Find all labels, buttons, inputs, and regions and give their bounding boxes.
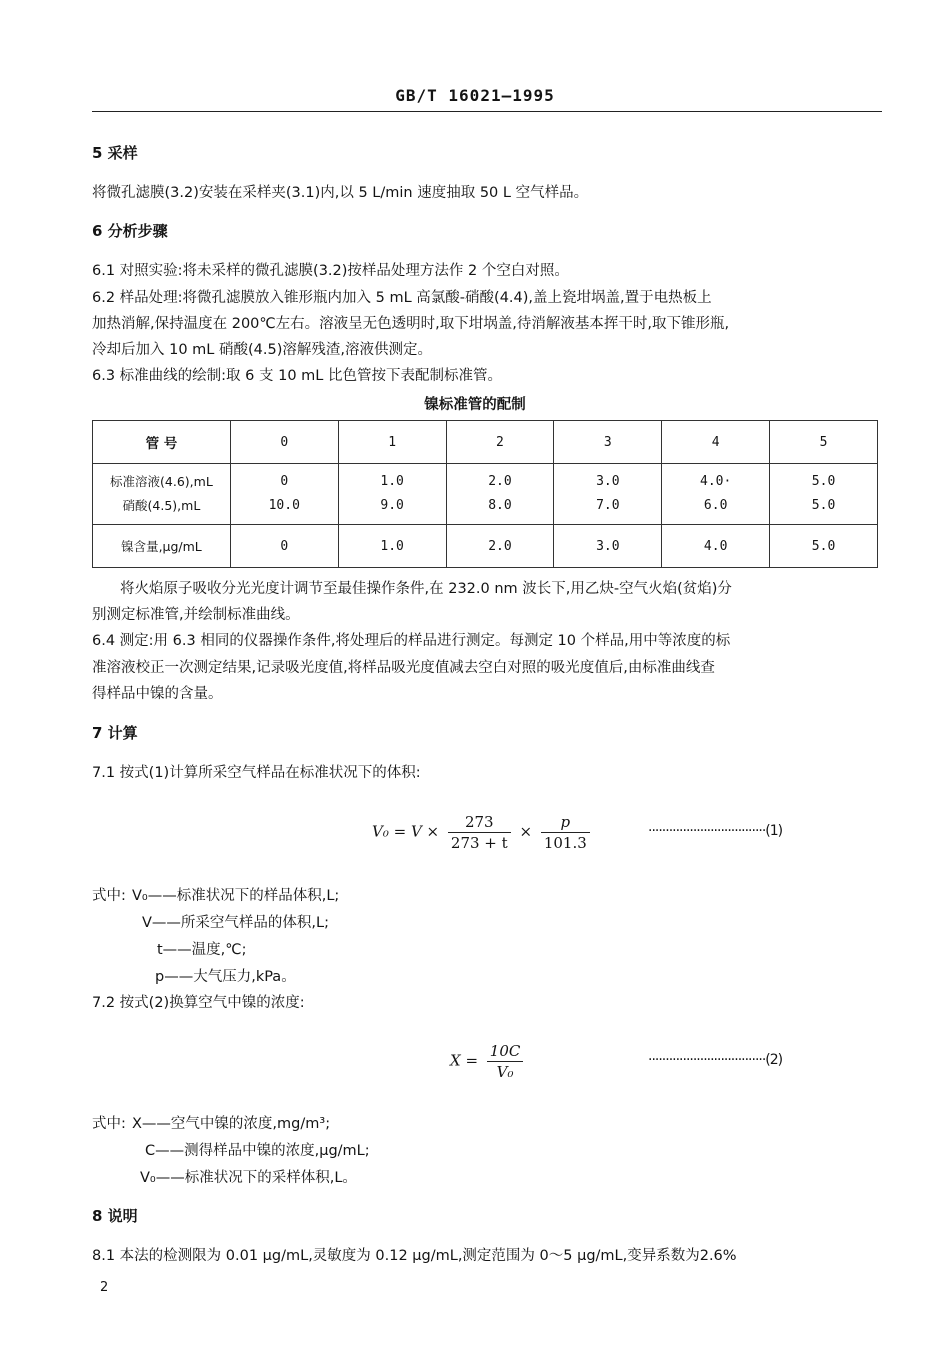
standard-code-header: GB/T 16021—1995 [395, 86, 555, 105]
std-value: 5.0 [811, 474, 836, 489]
tube-header: 管 号 [93, 421, 231, 464]
where-label-1: 式中: [92, 888, 126, 904]
tube-number: 0 [230, 421, 338, 464]
section-8-heading: 8 说明 [92, 1207, 138, 1225]
tube-number: 4 [662, 421, 770, 464]
nickel-value: 4.0 [662, 525, 770, 568]
flame-aas-line2: 别测定标准管,并绘制标准曲线。 [92, 607, 300, 623]
section-6-2-line2: 加热消解,保持温度在 200℃左右。溶液呈无色透明时,取下坩埚盖,待消解液基本挥干时,取下锥形瓶, [92, 316, 730, 332]
formula-1-fraction-2 [541, 813, 590, 852]
acid-value: 9.0 [380, 498, 404, 513]
where-label-2: 式中: [92, 1116, 126, 1132]
table-row-tube [93, 421, 878, 464]
section-6-2-line3: 冷却后加入 10 mL 硝酸(4.5)溶解残渣,溶液供测定。 [92, 342, 432, 358]
acid-value: 8.0 [488, 498, 512, 513]
std-value: 3.0 [596, 474, 620, 489]
var-t: t——温度,℃; [157, 942, 247, 958]
nickel-standard-table [92, 420, 878, 568]
formula-2-lhs: X = [450, 1051, 479, 1070]
table-row-nickel [93, 525, 878, 568]
formula-1-times: × [519, 822, 533, 841]
std-value: 4.0· [700, 474, 732, 489]
formula-1-num1: 273 [448, 813, 511, 833]
section-7-1: 7.1 按式(1)计算所采空气样品在标准状况下的体积: [92, 765, 421, 781]
formula-1-leader: ··································(1) [648, 823, 783, 839]
table-caption: 镍标准管的配制 [424, 397, 526, 413]
acid-value: 7.0 [596, 498, 620, 513]
var-x: X——空气中镍的浓度,mg/m³; [132, 1116, 331, 1132]
formula-2-den: V₀ [496, 1063, 514, 1081]
std-value: 2.0 [488, 474, 512, 489]
var-v0-2: V₀——标准状况下的采样体积,L。 [140, 1170, 357, 1186]
section-6-1: 6.1 对照实验:将未采样的微孔滤膜(3.2)按样品处理方法作 2 个空白对照。 [92, 263, 569, 279]
formula-1-den1: 273 + t [450, 834, 508, 852]
formula-2-leader: ··································(2) [648, 1052, 783, 1068]
section-6-heading: 6 分析步骤 [92, 222, 168, 240]
formula-2 [450, 1042, 527, 1081]
section-6-4-line1: 6.4 测定:用 6.3 相同的仪器操作条件,将处理后的样品进行测定。每测定 10 个样品,用中等浓度的标 [92, 633, 731, 649]
nickel-value: 5.0 [770, 525, 878, 568]
nickel-value: 1.0 [338, 525, 446, 568]
formula-1-fraction-1 [448, 813, 511, 852]
nickel-value: 3.0 [554, 525, 662, 568]
formula-2-num: 10C [487, 1042, 524, 1062]
tube-number: 3 [554, 421, 662, 464]
section-7-heading: 7 计算 [92, 724, 138, 742]
formula-2-fraction [487, 1042, 524, 1081]
std-solution-label: 标准溶液(4.6),mL [110, 474, 213, 489]
formula-1-num2: p [541, 813, 590, 833]
var-p: p——大气压力,kPa。 [155, 969, 296, 985]
flame-aas-line1: 将火焰原子吸收分光光度计调节至最佳操作条件,在 232.0 nm 波长下,用乙炔-空气火焰(贫焰)分 [120, 581, 732, 597]
page-number: 2 [100, 1280, 109, 1295]
std-value: 1.0 [380, 474, 404, 489]
nitric-acid-label: 硝酸(4.5),mL [122, 498, 201, 513]
table-row-solutions [93, 464, 878, 525]
formula-1 [372, 813, 594, 852]
section-6-4-line2: 准溶液校正一次测定结果,记录吸光度值,将样品吸光度值减去空白对照的吸光度值后,由标准曲线查 [92, 660, 715, 676]
header-rule [92, 111, 882, 112]
nickel-content-label: 镍含量,μg/mL [93, 525, 231, 568]
formula-1-den2: 101.3 [543, 834, 587, 852]
section-6-3: 6.3 标准曲线的绘制:取 6 支 10 mL 比色管按下表配制标准管。 [92, 368, 502, 384]
tube-number: 1 [338, 421, 446, 464]
acid-value: 5.0 [811, 498, 836, 513]
formula-1-lhs: V₀ = V × [372, 822, 440, 841]
nickel-value: 0 [230, 525, 338, 568]
var-c: C——测得样品中镍的浓度,μg/mL; [145, 1143, 370, 1159]
section-7-2: 7.2 按式(2)换算空气中镍的浓度: [92, 995, 305, 1011]
section-6-2-line1: 6.2 样品处理:将微孔滤膜放入锥形瓶内加入 5 mL 高氯酸-硝酸(4.4),盖上瓷坩埚盖,置于电热板上 [92, 290, 712, 306]
nickel-value: 2.0 [446, 525, 554, 568]
acid-value: 6.0 [703, 498, 728, 513]
tube-number: 2 [446, 421, 554, 464]
section-8-1: 8.1 本法的检测限为 0.01 μg/mL,灵敏度为 0.12 μg/mL,测定范围为 0～5 μg/mL,变异系数为2.6% [92, 1248, 737, 1264]
section-6-4-line3: 得样品中镍的含量。 [92, 686, 223, 702]
acid-value: 10.0 [268, 498, 300, 513]
std-value: 0 [280, 474, 289, 489]
section-5-heading: 5 采样 [92, 144, 138, 162]
var-v: V——所采空气样品的体积,L; [142, 915, 329, 931]
section-5-text: 将微孔滤膜(3.2)安装在采样夹(3.1)内,以 5 L/min 速度抽取 50 L 空气样品。 [92, 185, 589, 201]
tube-number: 5 [770, 421, 878, 464]
var-v0: V₀——标准状况下的样品体积,L; [132, 888, 340, 904]
